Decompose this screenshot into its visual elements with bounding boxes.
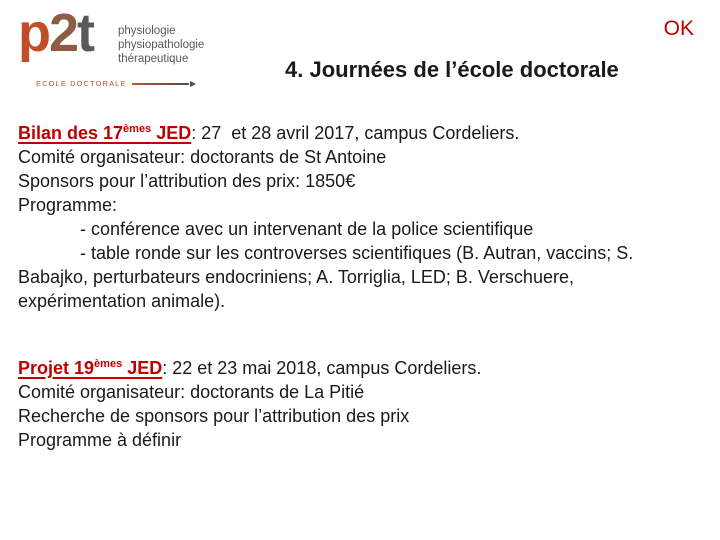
ok-status-label: OK bbox=[663, 17, 694, 40]
body-line: expérimentation animale). bbox=[18, 291, 226, 311]
section-heading bbox=[18, 123, 191, 143]
logo-tagline-line-1: physiologie bbox=[118, 25, 176, 37]
section-heading-line bbox=[18, 356, 708, 380]
logo-tagline bbox=[118, 24, 204, 66]
section-heading bbox=[18, 358, 162, 378]
logo-tagline-line-3: thérapeutique bbox=[118, 53, 189, 65]
heading-superscript: èmes bbox=[94, 358, 123, 370]
logo-letter-p: p bbox=[18, 3, 49, 63]
heading-text-post: JED bbox=[122, 358, 163, 378]
logo-subtitle-row bbox=[36, 80, 196, 88]
logo-subtitle: ECOLE DOCTORALE bbox=[36, 79, 127, 88]
arrow-right-icon bbox=[190, 81, 196, 87]
body-line-bullet: - table ronde sur les controverses scientifiques (B. Autran, vaccins; S. bbox=[80, 243, 634, 263]
body-line: Babajko, perturbateurs endocriniens; A. Torriglia, LED; B. Verschuere, bbox=[18, 267, 574, 287]
heading-rest-text: : 22 et 23 mai 2018, campus Cordeliers. bbox=[162, 358, 482, 378]
heading-text-pre: Bilan des 17 bbox=[18, 123, 124, 143]
section-heading-line bbox=[18, 121, 708, 145]
section-bilan-17emes-jed bbox=[18, 121, 708, 313]
heading-text-post: JED bbox=[151, 123, 192, 143]
logo-wordmark bbox=[18, 2, 93, 64]
body-line: Comité organisateur: doctorants de La Pitié bbox=[18, 382, 365, 402]
section-projet-19emes-jed bbox=[18, 356, 708, 452]
logo-divider-line bbox=[132, 83, 189, 85]
page-title: 4. Journées de l’école doctorale bbox=[285, 57, 619, 82]
heading-superscript: èmes bbox=[123, 123, 152, 135]
logo-tagline-line-2: physiopathologie bbox=[118, 39, 205, 51]
body-line: Recherche de sponsors pour l’attribution des prix bbox=[18, 406, 410, 426]
body-line: Programme à définir bbox=[18, 430, 182, 450]
logo-letter-two: 2 bbox=[49, 3, 78, 63]
heading-text-pre: Projet 19 bbox=[18, 358, 95, 378]
logo-letter-t: t bbox=[77, 3, 94, 63]
body-line-bullet: - conférence avec un intervenant de la police scientifique bbox=[80, 219, 534, 239]
p2t-logo bbox=[16, 3, 205, 98]
heading-rest-text: : 27 et 28 avril 2017, campus Cordeliers. bbox=[191, 123, 520, 143]
body-line: Programme: bbox=[18, 195, 118, 215]
body-line: Sponsors pour l’attribution des prix: 1850€ bbox=[18, 171, 356, 191]
body-line: Comité organisateur: doctorants de St Antoine bbox=[18, 147, 387, 167]
